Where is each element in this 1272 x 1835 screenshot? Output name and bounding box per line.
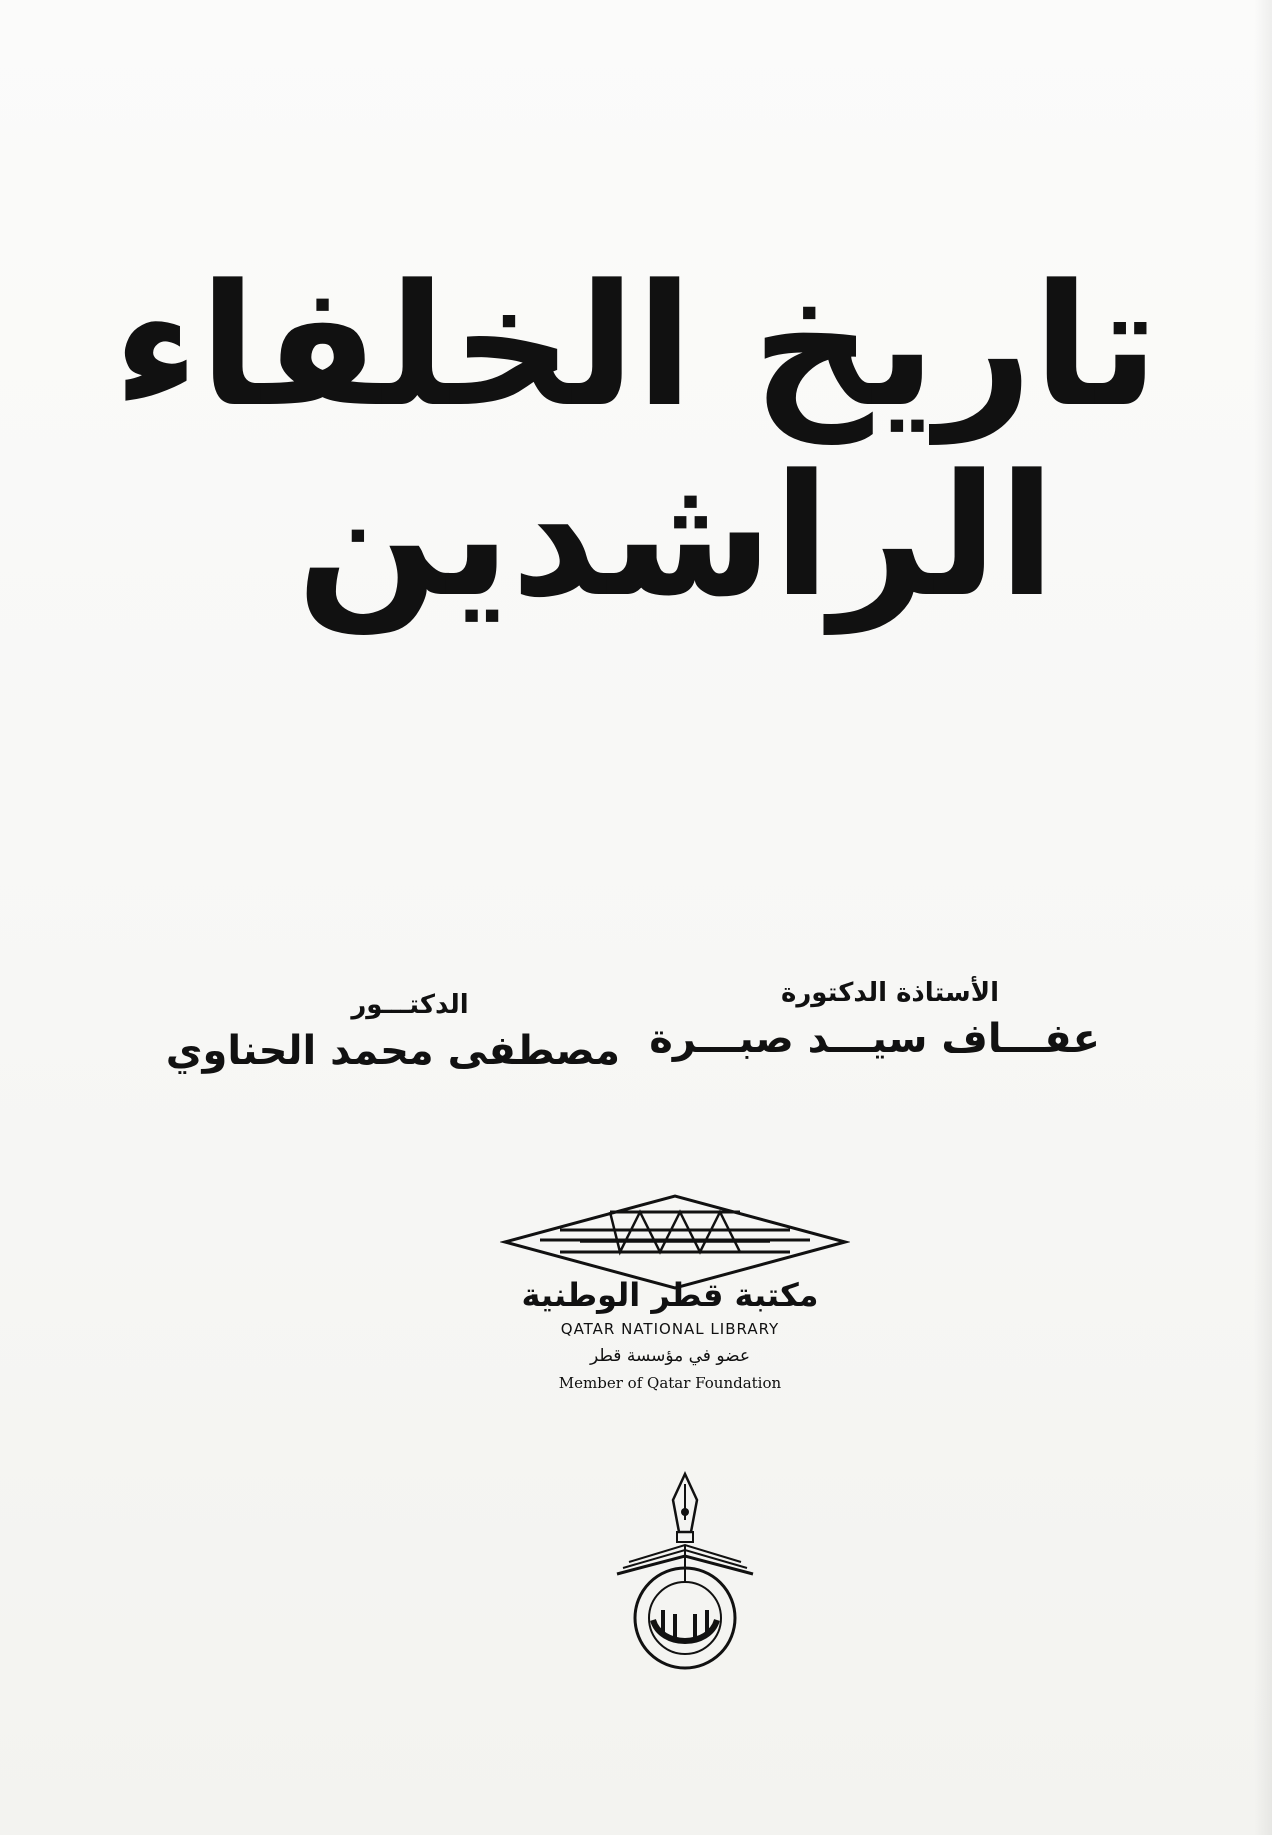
library-name-arabic: مكتبة قطر الوطنية (521, 1276, 819, 1314)
library-name-english: QATAR NATIONAL LIBRARY (560, 1320, 780, 1338)
author-2-role: الدكتـــور (351, 990, 469, 1020)
book-title-line-2: الراشدين (296, 438, 1056, 634)
library-member-arabic: عضو في مؤسسة قطر (589, 1346, 751, 1366)
author-1 (649, 978, 1100, 1062)
author-1-role: الأستاذة الدكتورة (780, 978, 999, 1008)
author-1-name: عفـــاف سيـــد صبـــرة (649, 1016, 1100, 1062)
author-2 (165, 990, 620, 1074)
book-title-line-1: تاريخ الخلفاء (113, 248, 1159, 444)
library-member-english: Member of Qatar Foundation (558, 1374, 782, 1392)
publisher-pen-book-emblem-icon (605, 1470, 765, 1680)
author-2-name: مصطفى محمد الحناوي (165, 1028, 620, 1074)
